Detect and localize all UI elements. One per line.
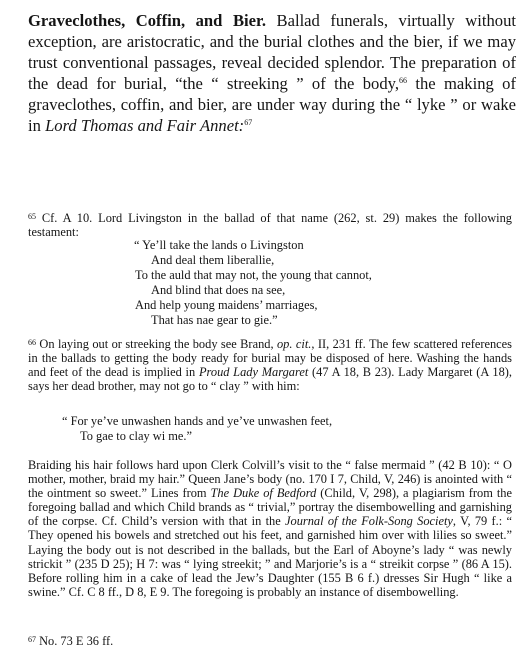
footnote-66-text-3: (47 A 18, B 23). Lady Margaret (A 18), says her dead brother, may not go to “ clay ” with him: <box>28 365 512 394</box>
main-text-part-2: the making of graveclothes, coffin, and bier, are under way during the “ lyke ” or wake in <box>28 74 516 135</box>
verse-line: That has nae gear to gie.” <box>151 313 278 327</box>
verse-line: “ Ye’ll take the lands o Livingston <box>134 238 304 252</box>
footnote-65 <box>28 210 512 239</box>
footnote-65-text: Cf. A 10. Lord Livingston in the ballad of that name (262, st. 29) makes the following testament: <box>28 211 512 240</box>
footnote-66-paragraph-2 <box>28 458 512 599</box>
verse-line: “ For ye’ve unwashen hands and ye’ve unwashen feet, <box>62 414 333 428</box>
footnote-number-65: 65 <box>28 212 36 221</box>
verse-line: And blind that does na see, <box>151 283 286 297</box>
footnote-66-text-1: On laying out or streeking the body see Brand, <box>36 337 277 351</box>
footnote-66-text-2: , II, 231 ff. The few scattered references in the ballads to getting the body ready for burial may be disposed of here. Washing the hands and feet of the dead is implied in <box>28 337 512 380</box>
proud-lady-margaret-title: Proud Lady Margaret <box>198 365 309 380</box>
footnote-66 <box>28 336 512 393</box>
footnote-67-text: No. 73 E 36 ff. <box>36 634 114 648</box>
verse-line: And deal them liberallie, <box>151 253 275 267</box>
verse-line: To gae to clay wi me.” <box>80 429 192 443</box>
footnote-ref-66[interactable]: 66 <box>399 76 408 85</box>
footnote-66-para2-text-2: (Child, V, 298), a plagiarism from the foregoing ballad and which Child brands as “ trivial,” portray the disembowelling and garnishing of the corpse. Cf. Child’s version with that in the <box>28 486 513 529</box>
footnote-number-67: 67 <box>28 635 36 644</box>
main-text-part-1: Ballad funerals, virtually without exception, are aristocratic, and the burial clothes and the bier, if we may trust conventional passages, reveal decided splendor. The preparation of the dead for burial, “the “ streeking ” of the body, <box>28 11 517 93</box>
footnote-number-66: 66 <box>28 338 36 347</box>
footnote-ref-67[interactable]: 67 <box>244 118 253 127</box>
duke-of-bedford-title: The Duke of Bedford <box>210 486 317 501</box>
op-cit: op. cit. <box>276 337 312 351</box>
footnote-66-para2-text-1: Braiding his hair follows hard upon Clerk Colvill’s visit to the “ false mermaid ” (42 B 10): “ O mother, mother, braid my hair.” Queen Jane’s body (no. 170 I 7, Child, V, 246) is anointed with “ the ointment so sweet.” Lines from <box>28 458 512 501</box>
section-heading: Graveclothes, Coffin, and Bier. <box>28 11 266 30</box>
journal-title: Journal of the Folk-Song Society <box>285 514 453 529</box>
footnote-66-para2-text-3: , V, 79 f.: “ They opened his bowels and stretched out his feet, and garnished him over with lilies so sweet.” Laying the body out is not described in the ballads, but the Earl of Aboyne’s lady “ was newly strickit ” (235 D 25); H 7: was “ lying streekit; ” and Marjorie’s is a “ streikit corpse ” (86 A 15). Before rolling him in a cake of lead the Jew’s Daughter (155 B 6 f.) dresses Sir Hugh “ like a swine.” Cf. C 8 ff., D 8, E 9. The foregoing is probably an instance of disembowelling. <box>28 514 512 599</box>
main-paragraph <box>28 10 516 136</box>
footnote-67 <box>28 633 512 648</box>
verse-line: And help young maidens’ marriages, <box>135 298 318 312</box>
verse-line: To the auld that may not, the young that cannot, <box>135 268 372 282</box>
ballad-title: Lord Thomas and Fair Annet: <box>45 116 245 135</box>
